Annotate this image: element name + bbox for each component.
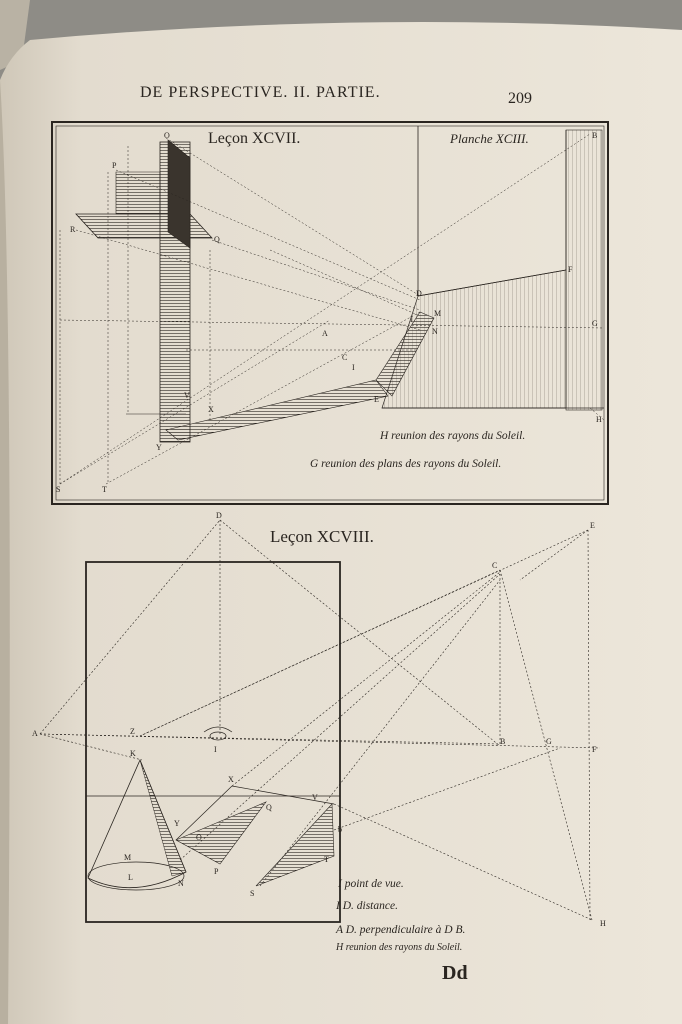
svg-text:X: X	[208, 405, 214, 414]
svg-text:Y: Y	[174, 819, 180, 828]
svg-text:E: E	[590, 521, 595, 530]
figure-bottom-lesson-title: Leçon XCVIII.	[270, 527, 374, 546]
svg-text:S: S	[250, 889, 255, 898]
svg-text:G: G	[592, 319, 598, 328]
svg-text:I: I	[352, 363, 355, 372]
figure-bottom-caption-2: I D. distance.	[336, 900, 398, 912]
svg-text:B: B	[592, 131, 598, 140]
running-head: DE PERSPECTIVE. II. PARTIE.	[140, 84, 381, 101]
svg-text:I: I	[214, 745, 217, 754]
svg-text:O: O	[196, 833, 202, 842]
svg-text:F: F	[568, 265, 573, 274]
figure-top-plate-title: Planche XCIII.	[450, 131, 529, 146]
svg-text:Q: Q	[266, 803, 272, 812]
svg-text:M: M	[124, 853, 132, 862]
figure-top-caption-1: H reunion des rayons du Soleil.	[380, 430, 526, 442]
svg-text:N: N	[432, 327, 438, 336]
figure-bottom-caption-1: I point de vue.	[338, 878, 404, 890]
svg-text:F: F	[592, 745, 597, 754]
svg-text:Q: Q	[214, 235, 220, 244]
svg-text:T: T	[324, 855, 329, 864]
svg-text:S: S	[56, 485, 61, 494]
svg-text:P: P	[112, 161, 117, 170]
svg-text:E: E	[374, 395, 379, 404]
svg-text:X: X	[228, 775, 234, 784]
svg-text:N: N	[178, 879, 184, 888]
signature-mark: Dd	[442, 962, 468, 984]
page-number: 209	[508, 90, 532, 107]
figure-top-caption-2: G reunion des plans des rayons du Soleil.	[310, 458, 502, 470]
svg-text:A: A	[322, 329, 328, 338]
svg-text:V: V	[184, 391, 190, 400]
svg-text:Y: Y	[156, 443, 162, 452]
svg-text:G: G	[546, 737, 552, 746]
svg-text:B: B	[500, 737, 506, 746]
svg-text:L: L	[128, 873, 133, 882]
figure-bottom-caption-4: H reunion des rayons du Soleil.	[336, 942, 463, 953]
svg-text:O: O	[164, 131, 170, 140]
svg-text:C: C	[342, 353, 348, 362]
figure-top-lesson-title: Leçon XCVII.	[208, 130, 301, 147]
figure-bottom-caption-3: A D. perpendiculaire à D B.	[336, 924, 466, 936]
svg-text:R: R	[70, 225, 76, 234]
svg-text:K: K	[130, 749, 136, 758]
svg-text:V: V	[312, 793, 318, 802]
svg-text:L: L	[410, 315, 415, 324]
svg-text:T: T	[102, 485, 107, 494]
svg-text:H: H	[600, 919, 606, 928]
svg-text:b: b	[338, 825, 342, 834]
svg-text:C: C	[492, 561, 498, 570]
svg-text:H: H	[596, 415, 602, 424]
svg-text:D: D	[216, 511, 222, 520]
svg-text:P: P	[214, 867, 219, 876]
svg-text:A: A	[32, 729, 38, 738]
svg-text:Z: Z	[130, 727, 135, 736]
svg-text:D: D	[416, 289, 422, 298]
svg-text:M: M	[434, 309, 442, 318]
